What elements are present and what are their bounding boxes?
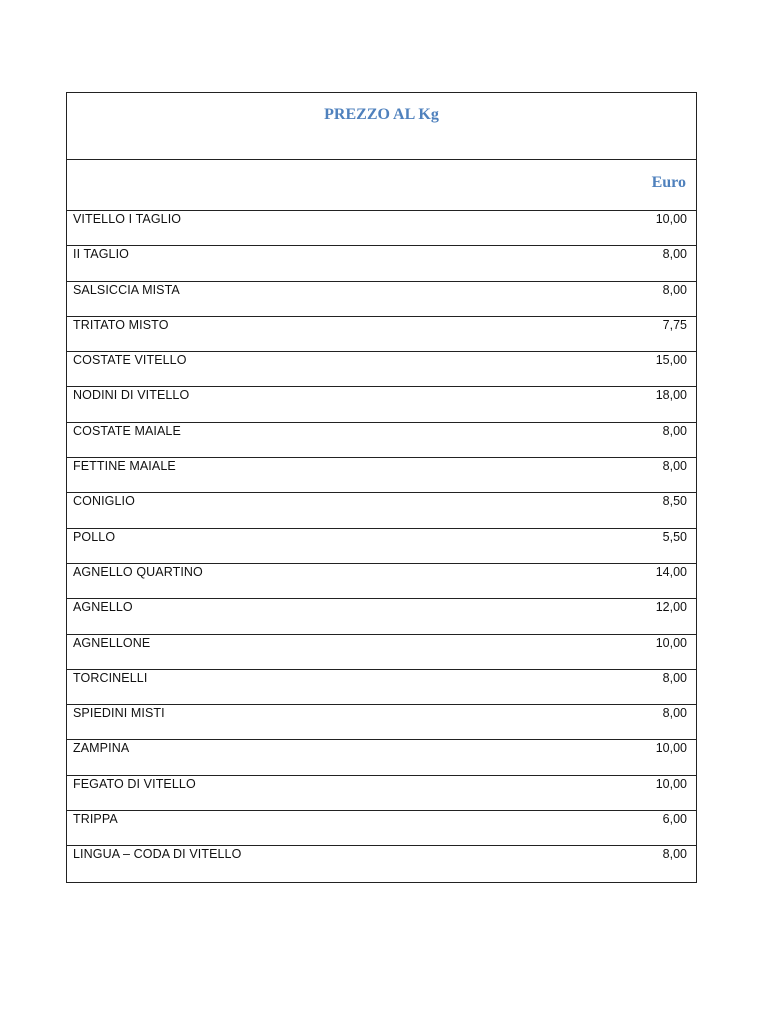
table-row (67, 423, 696, 458)
table-title: PREZZO AL Kg (324, 106, 439, 123)
item-name: LINGUA – CODA DI VITELLO (73, 847, 242, 862)
item-name: AGNELLO (73, 600, 133, 615)
item-price: 8,00 (662, 247, 687, 262)
table-row (67, 458, 696, 493)
table-row (67, 635, 696, 670)
table-row (67, 846, 696, 881)
table-row (67, 811, 696, 846)
item-price: 18,00 (655, 388, 687, 403)
item-name: POLLO (73, 529, 116, 544)
item-name: VITELLO I TAGLIO (73, 212, 182, 226)
price-table (66, 92, 697, 883)
item-price: 10,00 (655, 212, 687, 226)
table-row (67, 564, 696, 599)
table-row (67, 317, 696, 352)
item-price: 10,00 (655, 635, 687, 650)
table-row (67, 705, 696, 740)
table-row (67, 776, 696, 811)
currency-header: Euro (651, 174, 686, 191)
item-name: COSTATE MAIALE (73, 423, 181, 438)
table-row (67, 246, 696, 281)
title-row (67, 93, 696, 160)
item-price: 14,00 (655, 564, 687, 579)
item-price: 10,00 (655, 741, 687, 756)
item-price: 5,50 (662, 529, 687, 544)
table-row (67, 670, 696, 705)
item-name: TRIPPA (73, 812, 118, 827)
item-price: 6,00 (662, 812, 687, 827)
item-name: ZAMPINA (73, 741, 130, 756)
item-price: 8,00 (662, 459, 687, 474)
item-name: COSTATE VITELLO (73, 353, 187, 368)
item-price: 8,00 (662, 847, 687, 862)
table-row (67, 387, 696, 422)
table-row (67, 211, 696, 246)
item-name: FEGATO DI VITELLO (73, 776, 196, 791)
item-price: 8,00 (662, 423, 687, 438)
item-name: II TAGLIO (73, 247, 130, 262)
item-name: FETTINE MAIALE (73, 459, 176, 474)
item-list (67, 211, 696, 882)
item-name: AGNELLONE (73, 635, 151, 650)
table-row (67, 282, 696, 317)
item-name: TRITATO MISTO (73, 317, 169, 332)
table-row (67, 352, 696, 387)
table-row (67, 493, 696, 528)
item-price: 8,00 (662, 282, 687, 297)
item-name: CONIGLIO (73, 494, 135, 509)
header-row (67, 160, 696, 211)
item-name: SALSICCIA MISTA (73, 282, 180, 297)
item-price: 12,00 (655, 600, 687, 615)
item-name: NODINI DI VITELLO (73, 388, 190, 403)
item-name: SPIEDINI MISTI (73, 706, 165, 721)
item-name: TORCINELLI (73, 670, 148, 685)
table-row (67, 599, 696, 634)
item-price: 15,00 (655, 353, 687, 368)
item-price: 8,00 (662, 670, 687, 685)
item-price: 8,50 (662, 494, 687, 509)
table-row (67, 740, 696, 775)
table-row (67, 529, 696, 564)
item-price: 8,00 (662, 706, 687, 721)
item-price: 10,00 (655, 776, 687, 791)
item-price: 7,75 (662, 317, 687, 332)
item-name: AGNELLO QUARTINO (73, 564, 203, 579)
